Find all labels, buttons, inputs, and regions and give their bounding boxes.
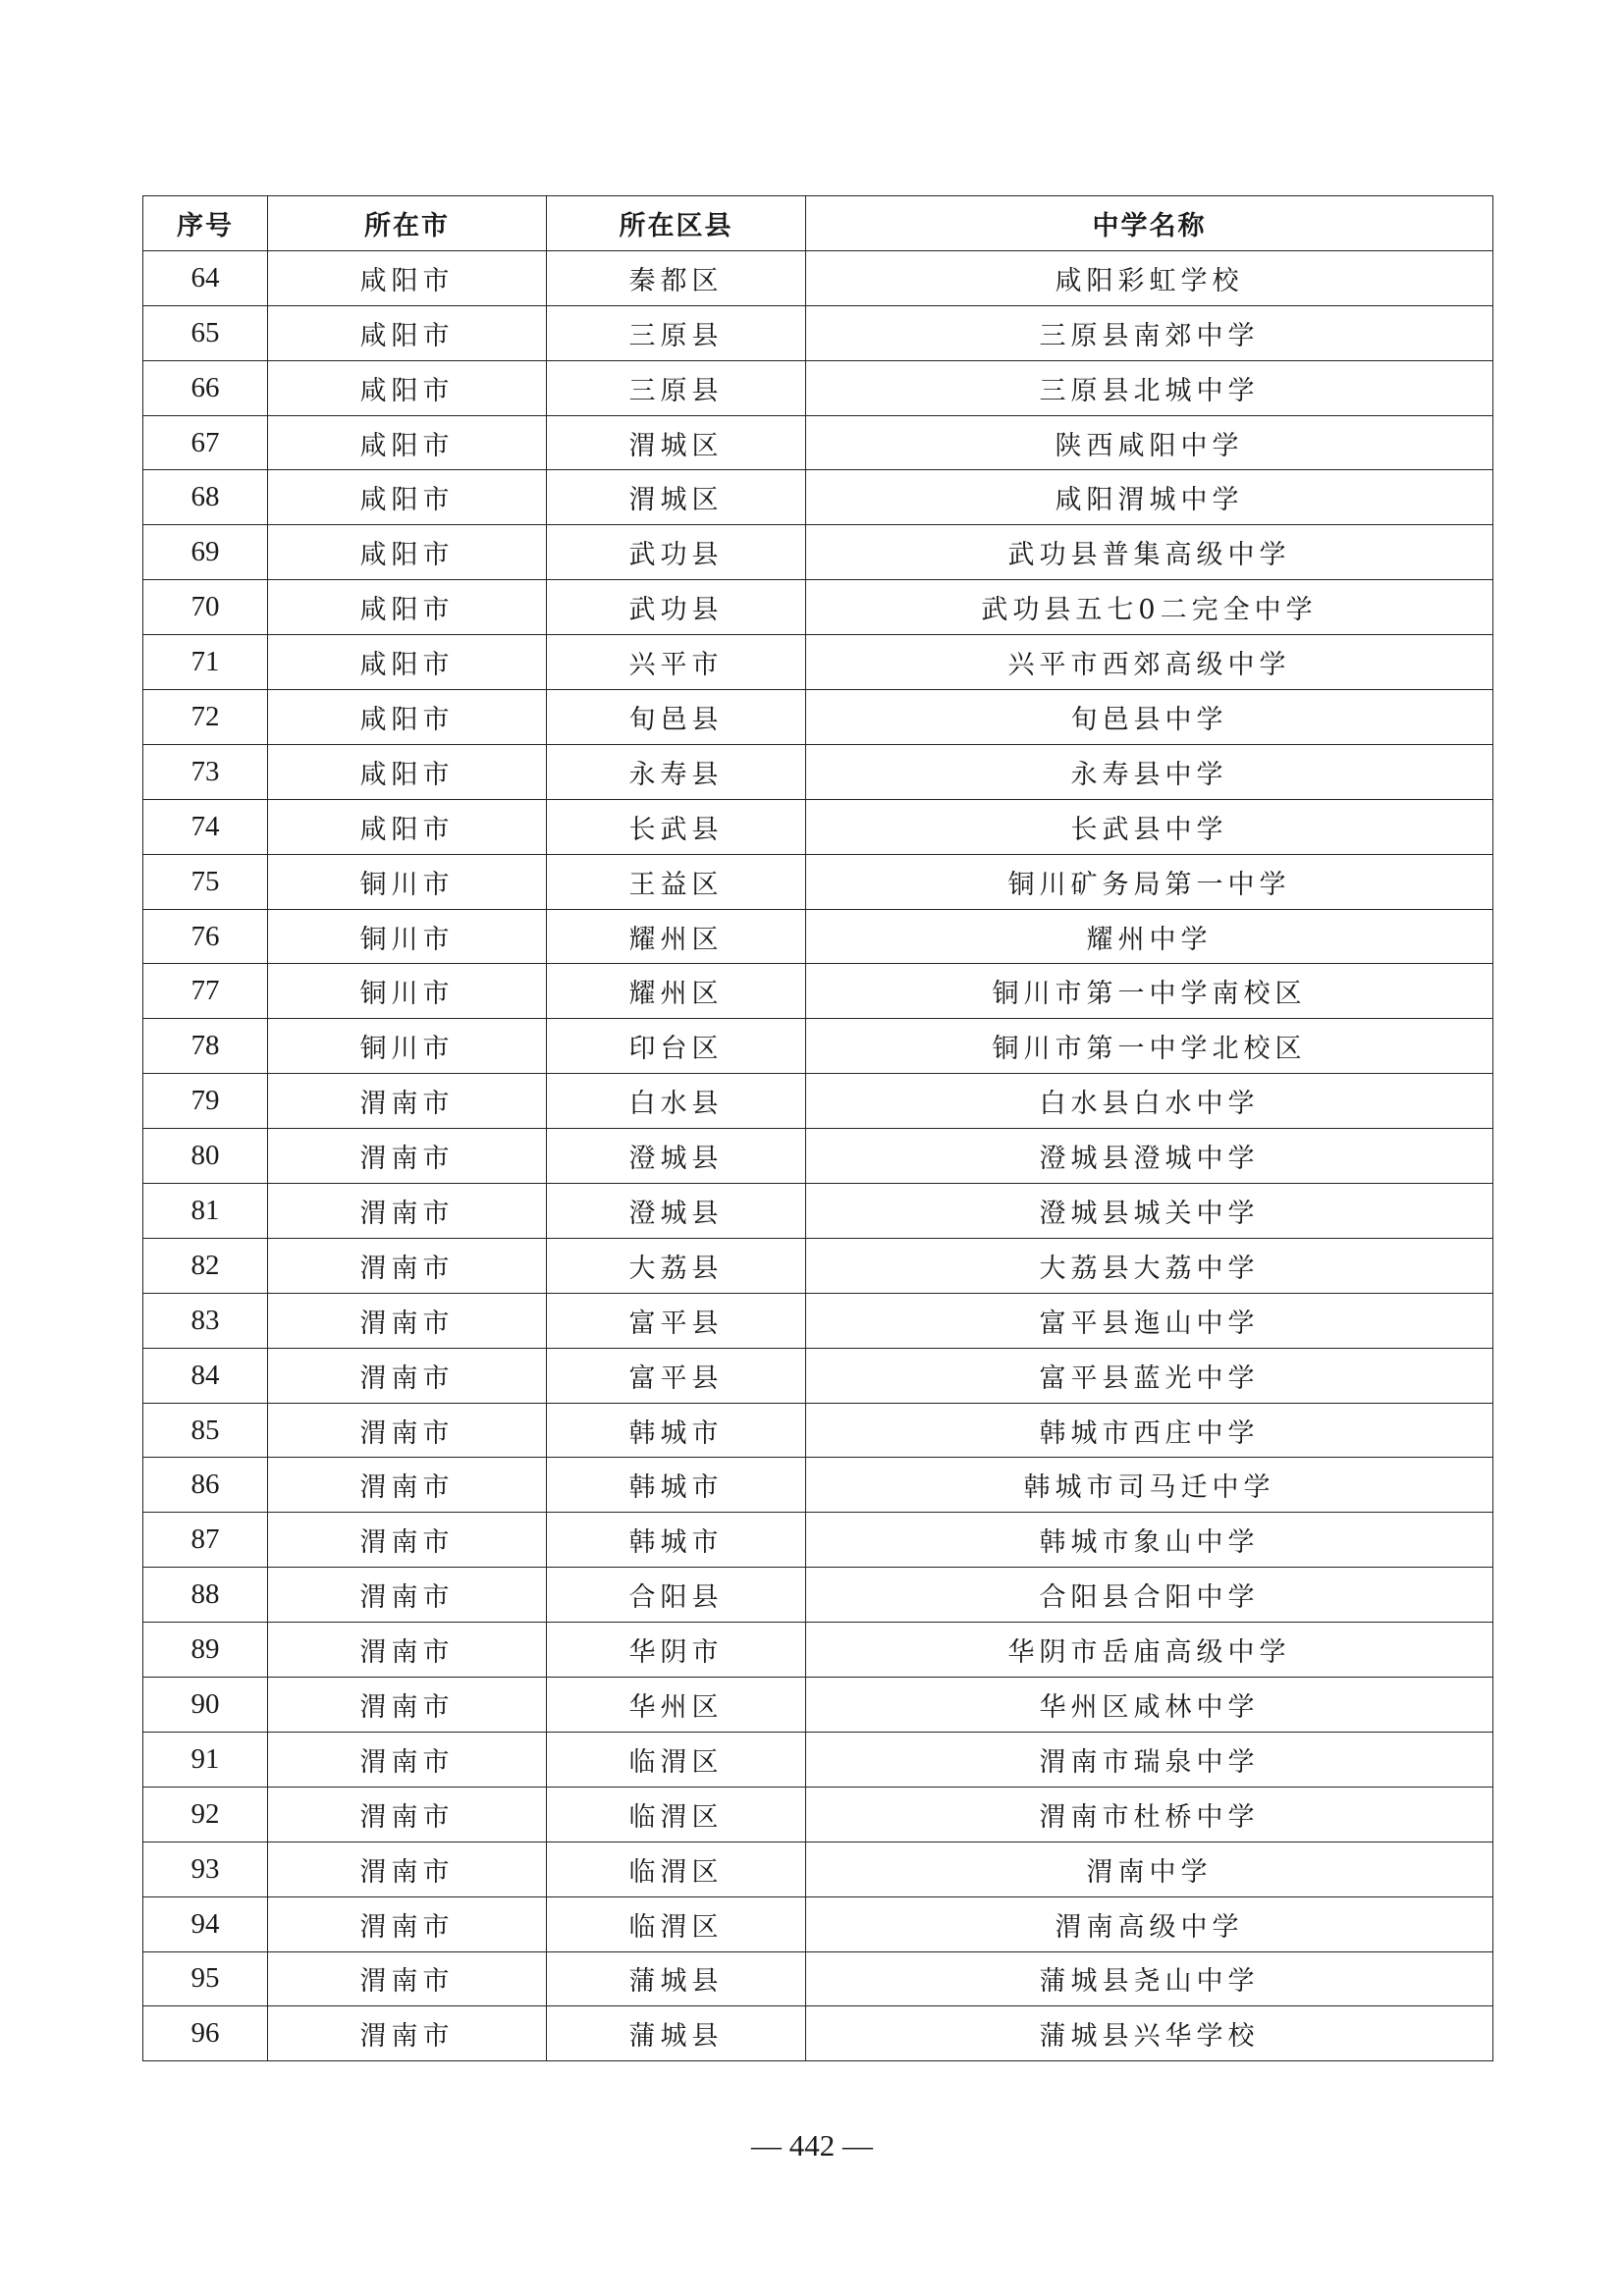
serial-cell: 82 — [143, 1238, 268, 1293]
district-cell: 永寿县 — [547, 744, 806, 799]
serial-cell: 67 — [143, 415, 268, 470]
table-row — [143, 635, 1493, 690]
table-row — [143, 744, 1493, 799]
city-cell: 渭南市 — [268, 1348, 547, 1403]
school-name-cell: 韩城市西庄中学 — [806, 1403, 1493, 1458]
district-cell: 渭城区 — [547, 415, 806, 470]
table-row — [143, 1184, 1493, 1239]
school-name-cell: 韩城市象山中学 — [806, 1513, 1493, 1568]
serial-cell: 69 — [143, 525, 268, 580]
school-name-cell: 铜川矿务局第一中学 — [806, 854, 1493, 909]
district-cell: 华阴市 — [547, 1623, 806, 1678]
serial-cell: 72 — [143, 690, 268, 745]
school-name-cell: 富平县迤山中学 — [806, 1293, 1493, 1348]
district-cell: 华州区 — [547, 1678, 806, 1733]
school-name-cell: 澄城县城关中学 — [806, 1184, 1493, 1239]
city-cell: 咸阳市 — [268, 305, 547, 360]
district-cell: 三原县 — [547, 305, 806, 360]
table-row — [143, 690, 1493, 745]
table-row — [143, 799, 1493, 854]
table-row — [143, 1403, 1493, 1458]
serial-cell: 64 — [143, 250, 268, 305]
serial-cell: 84 — [143, 1348, 268, 1403]
table-row — [143, 1238, 1493, 1293]
school-name-cell: 渭南市杜桥中学 — [806, 1787, 1493, 1842]
serial-cell: 71 — [143, 635, 268, 690]
header-school-name: 中学名称 — [806, 196, 1493, 251]
serial-cell: 68 — [143, 470, 268, 525]
table-row — [143, 2006, 1493, 2061]
school-name-cell: 三原县南郊中学 — [806, 305, 1493, 360]
city-cell: 渭南市 — [268, 1513, 547, 1568]
district-cell: 蒲城县 — [547, 2006, 806, 2061]
serial-cell: 85 — [143, 1403, 268, 1458]
school-name-cell: 华州区咸林中学 — [806, 1678, 1493, 1733]
school-name-cell: 白水县白水中学 — [806, 1074, 1493, 1129]
serial-cell: 96 — [143, 2006, 268, 2061]
serial-cell: 91 — [143, 1732, 268, 1787]
header-city: 所在市 — [268, 196, 547, 251]
serial-cell: 87 — [143, 1513, 268, 1568]
table-row — [143, 1896, 1493, 1951]
school-name-cell: 渭南高级中学 — [806, 1896, 1493, 1951]
school-name-cell: 铜川市第一中学南校区 — [806, 964, 1493, 1019]
district-cell: 临渭区 — [547, 1896, 806, 1951]
table-row — [143, 250, 1493, 305]
city-cell: 铜川市 — [268, 854, 547, 909]
serial-cell: 75 — [143, 854, 268, 909]
city-cell: 铜川市 — [268, 1019, 547, 1074]
city-cell: 渭南市 — [268, 1238, 547, 1293]
school-name-cell: 三原县北城中学 — [806, 360, 1493, 415]
district-cell: 白水县 — [547, 1074, 806, 1129]
district-cell: 合阳县 — [547, 1568, 806, 1623]
city-cell: 渭南市 — [268, 1458, 547, 1513]
serial-cell: 65 — [143, 305, 268, 360]
city-cell: 渭南市 — [268, 1678, 547, 1733]
city-cell: 渭南市 — [268, 1842, 547, 1896]
school-name-cell: 蒲城县兴华学校 — [806, 2006, 1493, 2061]
district-cell: 耀州区 — [547, 964, 806, 1019]
table-row — [143, 1019, 1493, 1074]
district-cell: 韩城市 — [547, 1403, 806, 1458]
city-cell: 渭南市 — [268, 2006, 547, 2061]
city-cell: 渭南市 — [268, 1623, 547, 1678]
table-row — [143, 1458, 1493, 1513]
city-cell: 渭南市 — [268, 1074, 547, 1129]
table-row — [143, 415, 1493, 470]
serial-cell: 73 — [143, 744, 268, 799]
district-cell: 蒲城县 — [547, 1951, 806, 2006]
school-name-cell: 华阴市岳庙高级中学 — [806, 1623, 1493, 1678]
city-cell: 咸阳市 — [268, 635, 547, 690]
district-cell: 澄城县 — [547, 1129, 806, 1184]
city-cell: 渭南市 — [268, 1951, 547, 2006]
city-cell: 渭南市 — [268, 1787, 547, 1842]
district-cell: 武功县 — [547, 525, 806, 580]
serial-cell: 80 — [143, 1129, 268, 1184]
school-name-cell: 渭南市瑞泉中学 — [806, 1732, 1493, 1787]
serial-cell: 81 — [143, 1184, 268, 1239]
school-name-cell: 长武县中学 — [806, 799, 1493, 854]
district-cell: 大荔县 — [547, 1238, 806, 1293]
table-row — [143, 1623, 1493, 1678]
serial-cell: 83 — [143, 1293, 268, 1348]
school-name-cell: 蒲城县尧山中学 — [806, 1951, 1493, 2006]
school-name-cell: 旬邑县中学 — [806, 690, 1493, 745]
table-row — [143, 1348, 1493, 1403]
school-name-cell: 渭南中学 — [806, 1842, 1493, 1896]
city-cell: 咸阳市 — [268, 415, 547, 470]
serial-cell: 88 — [143, 1568, 268, 1623]
serial-cell: 70 — [143, 580, 268, 635]
school-name-cell: 铜川市第一中学北校区 — [806, 1019, 1493, 1074]
page-number: — 442 — — [751, 2128, 873, 2163]
district-cell: 富平县 — [547, 1348, 806, 1403]
city-cell: 铜川市 — [268, 964, 547, 1019]
school-name-cell: 陕西咸阳中学 — [806, 415, 1493, 470]
serial-cell: 74 — [143, 799, 268, 854]
table-row — [143, 854, 1493, 909]
city-cell: 咸阳市 — [268, 690, 547, 745]
district-cell: 秦都区 — [547, 250, 806, 305]
district-cell: 印台区 — [547, 1019, 806, 1074]
table-row — [143, 1842, 1493, 1896]
table-header-row — [143, 196, 1493, 251]
table-row — [143, 1568, 1493, 1623]
school-name-cell: 澄城县澄城中学 — [806, 1129, 1493, 1184]
serial-cell: 76 — [143, 909, 268, 964]
school-name-cell: 合阳县合阳中学 — [806, 1568, 1493, 1623]
serial-cell: 95 — [143, 1951, 268, 2006]
table-row — [143, 360, 1493, 415]
table-row — [143, 580, 1493, 635]
district-cell: 富平县 — [547, 1293, 806, 1348]
city-cell: 渭南市 — [268, 1568, 547, 1623]
city-cell: 渭南市 — [268, 1732, 547, 1787]
district-cell: 武功县 — [547, 580, 806, 635]
table-row — [143, 909, 1493, 964]
school-name-cell: 韩城市司马迁中学 — [806, 1458, 1493, 1513]
city-cell: 咸阳市 — [268, 799, 547, 854]
school-name-cell: 耀州中学 — [806, 909, 1493, 964]
table-row — [143, 1513, 1493, 1568]
table-row — [143, 1129, 1493, 1184]
school-name-cell: 咸阳彩虹学校 — [806, 250, 1493, 305]
table-row — [143, 1732, 1493, 1787]
district-cell: 临渭区 — [547, 1732, 806, 1787]
serial-cell: 66 — [143, 360, 268, 415]
district-cell: 王益区 — [547, 854, 806, 909]
table-row — [143, 470, 1493, 525]
school-name-cell: 永寿县中学 — [806, 744, 1493, 799]
school-name-cell: 咸阳渭城中学 — [806, 470, 1493, 525]
table-row — [143, 525, 1493, 580]
serial-cell: 86 — [143, 1458, 268, 1513]
table-row — [143, 1074, 1493, 1129]
table-row — [143, 305, 1493, 360]
table-row — [143, 1293, 1493, 1348]
serial-cell: 78 — [143, 1019, 268, 1074]
school-table — [142, 195, 1493, 2061]
school-name-cell: 武功县普集高级中学 — [806, 525, 1493, 580]
city-cell: 渭南市 — [268, 1184, 547, 1239]
table-row — [143, 1787, 1493, 1842]
city-cell: 咸阳市 — [268, 525, 547, 580]
serial-cell: 79 — [143, 1074, 268, 1129]
table-row — [143, 964, 1493, 1019]
header-district: 所在区县 — [547, 196, 806, 251]
serial-cell: 94 — [143, 1896, 268, 1951]
district-cell: 韩城市 — [547, 1458, 806, 1513]
district-cell: 三原县 — [547, 360, 806, 415]
serial-cell: 92 — [143, 1787, 268, 1842]
city-cell: 咸阳市 — [268, 470, 547, 525]
city-cell: 渭南市 — [268, 1896, 547, 1951]
district-cell: 韩城市 — [547, 1513, 806, 1568]
district-cell: 兴平市 — [547, 635, 806, 690]
district-cell: 旬邑县 — [547, 690, 806, 745]
school-name-cell: 富平县蓝光中学 — [806, 1348, 1493, 1403]
school-name-cell: 武功县五七0二完全中学 — [806, 580, 1493, 635]
city-cell: 咸阳市 — [268, 580, 547, 635]
city-cell: 咸阳市 — [268, 360, 547, 415]
district-cell: 临渭区 — [547, 1787, 806, 1842]
table-body — [143, 250, 1493, 2060]
serial-cell: 89 — [143, 1623, 268, 1678]
city-cell: 渭南市 — [268, 1293, 547, 1348]
school-name-cell: 大荔县大荔中学 — [806, 1238, 1493, 1293]
serial-cell: 90 — [143, 1678, 268, 1733]
district-cell: 澄城县 — [547, 1184, 806, 1239]
district-cell: 渭城区 — [547, 470, 806, 525]
city-cell: 咸阳市 — [268, 744, 547, 799]
district-cell: 临渭区 — [547, 1842, 806, 1896]
table-row — [143, 1678, 1493, 1733]
district-cell: 耀州区 — [547, 909, 806, 964]
district-cell: 长武县 — [547, 799, 806, 854]
table-row — [143, 1951, 1493, 2006]
city-cell: 渭南市 — [268, 1129, 547, 1184]
header-serial: 序号 — [143, 196, 268, 251]
city-cell: 渭南市 — [268, 1403, 547, 1458]
serial-cell: 93 — [143, 1842, 268, 1896]
school-name-cell: 兴平市西郊高级中学 — [806, 635, 1493, 690]
city-cell: 铜川市 — [268, 909, 547, 964]
city-cell: 咸阳市 — [268, 250, 547, 305]
serial-cell: 77 — [143, 964, 268, 1019]
